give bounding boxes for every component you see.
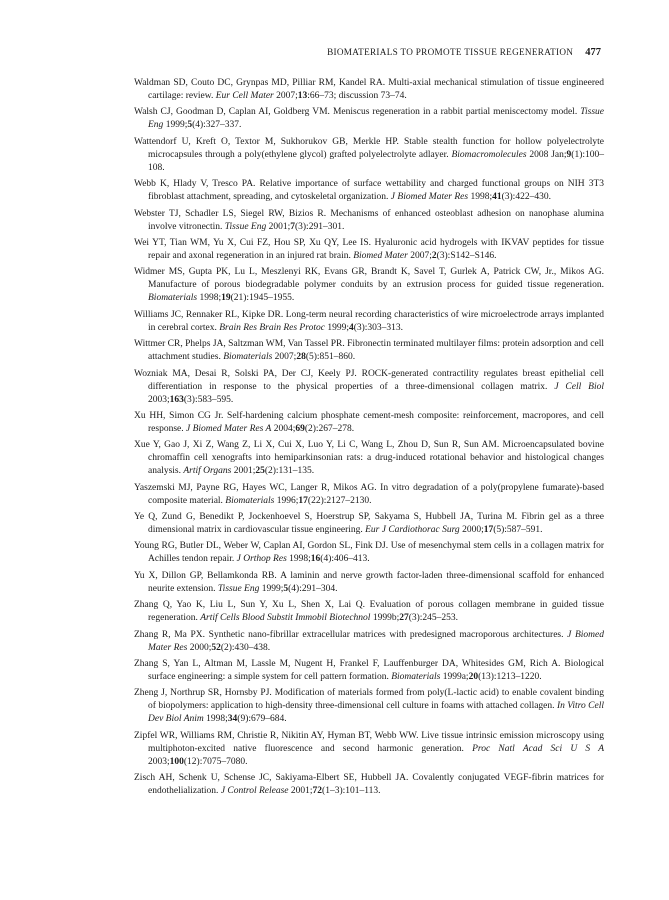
reference-entry [134,687,604,726]
reference-entry [134,540,604,566]
reference-pages: (4):406–413. [320,554,370,565]
reference-entry [134,368,604,407]
reference-authors-title: Zisch AH, Schenk U, Schense JC, Sakiyama-Elbert SE, Hubbell JA. Covalently conjugated VEGF-fibrin matrices for endothelialization. [134,773,604,797]
reference-journal: J Biomed Mater Res [148,629,604,653]
reference-entry [134,730,604,769]
reference-entry [134,178,604,204]
reference-authors-title: Yaszemski MJ, Payne RG, Hayes WC, Langer R, Mikos AG. In vitro degradation of a poly(propylene fumarate)-based composite material. [134,482,604,506]
reference-volume: 17 [298,495,308,506]
reference-volume: 72 [312,786,323,797]
reference-pages: (12):7075–7080. [183,756,248,767]
reference-year: 2000; [459,525,484,536]
page-header [0,47,601,63]
reference-volume: 28 [296,352,306,363]
reference-entry [134,629,604,655]
reference-authors-title: Zheng J, Northrup SR, Hornsby PJ. Modification of materials formed from poly(L-lactic acid) to enable covalent binding of biopolymers: application to high-density three-dimensional cell culture in foams with attached collagen. [134,688,604,712]
reference-entry [134,658,604,684]
reference-year: 1998; [197,293,222,304]
reference-entry [134,266,604,305]
reference-authors-title: Wozniak MA, Desai R, Solski PA, Der CJ, Keely PJ. ROCK-generated contractility regulates breast epithelial cell differentiation in response to the physical properties of a three-dimensional collagen matrix. [134,368,604,392]
reference-volume: 20 [468,672,479,683]
running-title: BIOMATERIALS TO PROMOTE TISSUE REGENERATION [327,47,574,57]
reference-entry [134,237,604,263]
reference-pages: (2):131–135. [264,466,315,477]
reference-authors-title: Zhang Q, Yao K, Liu L, Sun Y, Xu L, Shen X, Lai Q. Evaluation of porous collagen membrane in guided tissue regeneration. [134,600,604,624]
reference-volume: 17 [483,525,494,536]
reference-volume: 52 [211,642,221,653]
reference-authors-title: Zipfel WR, Williams RM, Christie R, Nikitin AY, Hyman BT, Webb WW. Live tissue intrinsic emission microscopy using multiphoton-excited native fluorescence and second harmonic generation. [134,730,604,754]
reference-authors-title: Wei YT, Tian WM, Yu X, Cui FZ, Hou SP, Xu QY, Lee IS. Hyaluronic acid hydrogels with IKVAV peptides for tissue repair and axonal regeneration in an injured rat brain. [134,237,604,261]
reference-pages: (3):291–301. [294,221,345,232]
reference-pages: (2):267–278. [304,423,355,434]
reference-year: 1996; [274,495,299,506]
reference-pages: (5):851–860. [305,352,356,363]
reference-year: 2007; [272,352,297,363]
reference-year: 2001; [231,466,256,477]
reference-authors-title: Yu X, Dillon GP, Bellamkonda RB. A laminin and nerve growth factor-laden three-dimensional scaffold for enhanced neurite extension. [134,570,604,594]
reference-pages: (21):1945–1955. [230,293,295,304]
reference-journal: Artif Cells Blood Substit Immobil Biotechnol [200,613,371,624]
reference-volume: 5 [187,120,193,131]
reference-volume: 34 [227,714,238,725]
reference-year: 1999; [324,322,349,333]
reference-entry [134,599,604,625]
reference-pages: :66–73; discussion 73–74. [307,91,407,101]
reference-year: 1998; [203,714,228,725]
reference-authors-title: Waldman SD, Couto DC, Grynpas MD, Pilliar RM, Kandel RA. Multi-axial mechanical stimulation of tissue engineered cartilage: review. [134,78,604,101]
reference-volume: 4 [348,322,354,333]
reference-year: 2003; [148,756,170,767]
reference-authors-title: Xue Y, Gao J, Xi Z, Wang Z, Li X, Cui X, Luo Y, Li C, Wang L, Zhou D, Sun R, Sun AM. Microencapsulated bovine chromaffin cell xenografts into hemiparkinsonian rats: a drug-induced rotational behavior and histological changes analysis. [134,440,604,477]
reference-volume: 163 [169,394,184,405]
reference-pages: (3):245–253. [408,613,459,624]
reference-entry [134,482,604,508]
reference-journal: Biomacromolecules [451,149,527,160]
reference-authors-title: Williams JC, Rennaker RL, Kipke DR. Long-term neural recording characteristics of wire microelectrode arrays implanted in cerebral cortex. [134,309,604,333]
reference-journal: Biomaterials [148,293,198,304]
reference-authors-title: Webster TJ, Schadler LS, Siegel RW, Bizios R. Mechanisms of enhanced osteoblast adhesion on nanophase alumina involve vitronectin. [134,208,604,232]
reference-authors-title: Widmer MS, Gupta PK, Lu L, Meszlenyi RK, Evans GR, Brandt K, Savel T, Gurlek A, Patrick CW, Jr., Mikos AG. Manufacture of porous biodegradable polymer conduits by an extrusion process for guided tissue regeneration. [134,267,604,291]
reference-journal: Biomaterials [223,352,273,363]
reference-entry [134,570,604,596]
reference-journal: Tissue Eng [148,107,604,131]
reference-authors-title: Walsh CJ, Goodman D, Caplan AI, Goldberg VM. Meniscus regeneration in a rabbit partial meniscectomy model. [134,107,581,118]
reference-entry [134,439,604,478]
reference-pages: (3):422–430. [501,192,551,203]
reference-entry [134,338,604,364]
reference-volume: 5 [283,583,289,594]
reference-journal: J Orthop Res [236,554,287,565]
reference-journal: Biomaterials [391,672,441,683]
reference-pages: (3):583–595. [183,394,234,405]
reference-pages: (4):327–337. [192,120,242,131]
reference-volume: 100 [169,756,184,767]
reference-authors-title: Zhang R, Ma PX. Synthetic nano-fibrillar extracellular matrices with predesigned macroporous architectures. [134,629,568,640]
reference-year: 1999; [259,583,284,594]
reference-authors-title: Xu HH, Simon CG Jr. Self-hardening calcium phosphate cement-mesh composite: reinforcement, macropores, and cell response. [134,410,604,434]
reference-journal: Eur Cell Mater [215,91,274,101]
reference-volume: 2 [431,250,437,261]
reference-authors-title: Young RG, Butler DL, Weber W, Caplan AI, Gordon SL, Fink DJ. Use of mesenchymal stem cells in a collagen matrix for Achilles tendon repair. [134,541,604,565]
reference-authors-title: Wittmer CR, Phelps JA, Saltzman WM, Van Tassel PR. Fibronectin terminated multilayer films: protein adsorption and cell attachment studies. [134,339,604,363]
reference-journal: J Biomed Mater Res [390,192,469,203]
reference-journal: Tissue Eng [217,583,260,594]
reference-pages: (5):587–591. [493,525,543,536]
reference-journal: J Control Release [220,786,289,797]
reference-year: 2008 Jan; [526,149,567,160]
reference-pages: (1–3):101–113. [322,786,381,797]
reference-volume: 13 [297,91,308,101]
reference-entry [134,208,604,234]
reference-entry [134,77,604,103]
reference-journal: Eur J Cardiothorac Surg [365,525,460,536]
reference-year: 2001; [288,786,313,797]
reference-volume: 69 [295,423,305,434]
reference-pages: (13):1213–1220. [478,672,542,683]
reference-journal: Tissue Eng [224,221,267,232]
reference-year: 1999b; [370,613,400,624]
reference-volume: 27 [399,613,409,624]
reference-volume: 19 [221,293,231,304]
reference-volume: 25 [255,466,265,477]
reference-year: 1999; [163,120,188,131]
reference-volume: 9 [566,149,572,160]
reference-entry [134,410,604,436]
reference-entry [134,309,604,335]
reference-year: 1998; [286,554,311,565]
reference-entry [134,106,604,132]
reference-pages: (9):679–684. [237,714,287,725]
reference-year: 2007; [407,250,432,261]
reference-year: 2001; [266,221,291,232]
reference-entry [134,136,604,175]
reference-authors-title: Wattendorf U, Kreft O, Textor M, Sukhorukov GB, Merkle HP. Stable stealth function for hollow polyelectrolyte microcapsules through a poly(ethylene glycol) grafted polyelectrolyte adlayer. [134,136,604,160]
reference-year: 1999a; [440,672,469,683]
reference-journal: Biomed Mater [353,250,408,261]
reference-volume: 41 [492,192,502,203]
reference-authors-title: Webb K, Hlady V, Tresco PA. Relative importance of surface wettability and charged functional groups on NIH 3T3 fibroblast attachment, spreading, and cytoskeletal organization. [134,179,604,203]
reference-journal: J Cell Biol [554,381,604,392]
reference-journal: Brain Res Brain Res Protoc [219,322,325,333]
reference-year: 2007; [273,91,298,101]
reference-journal: J Biomed Mater Res A [186,423,272,434]
reference-year: 2004; [271,423,296,434]
reference-journal: Proc Natl Acad Sci U S A [472,743,604,754]
reference-volume: 16 [310,554,321,565]
reference-pages: (3):S142–S146. [436,250,497,261]
page-number: 477 [585,47,601,58]
reference-authors-title: Ye Q, Zund G, Benedikt P, Jockenhoevel S, Hoerstrup SP, Sakyama S, Hubbell JA, Turina M. Fibrin gel as a three dimensional matrix in cardiovascular tissue engineering. [134,512,604,536]
reference-journal: In Vitro Cell Dev Biol Anim [148,701,605,725]
reference-journal: Biomaterials [225,495,275,506]
reference-authors-title: Zhang S, Yan L, Altman M, Lassle M, Nugent H, Frankel F, Lauffenburger DA, Whitesides GM, Rich A. Biological surface engineering: a simple system for cell pattern formation. [134,659,604,683]
reference-year: 2003; [148,394,170,405]
reference-pages: (1):100–108. [148,149,604,173]
reference-volume: 7 [290,221,295,232]
reference-list [134,77,604,802]
reference-entry [134,772,604,798]
reference-pages: (3):303–313. [353,322,404,333]
reference-year: 1998; [468,192,493,203]
reference-entry [134,511,604,537]
reference-year: 2000; [187,642,212,653]
reference-pages: (2):430–438. [220,642,271,653]
reference-pages: (22):2127–2130. [307,495,372,506]
reference-pages: (4):291–304. [288,583,338,594]
reference-journal: Artif Organs [183,466,232,477]
